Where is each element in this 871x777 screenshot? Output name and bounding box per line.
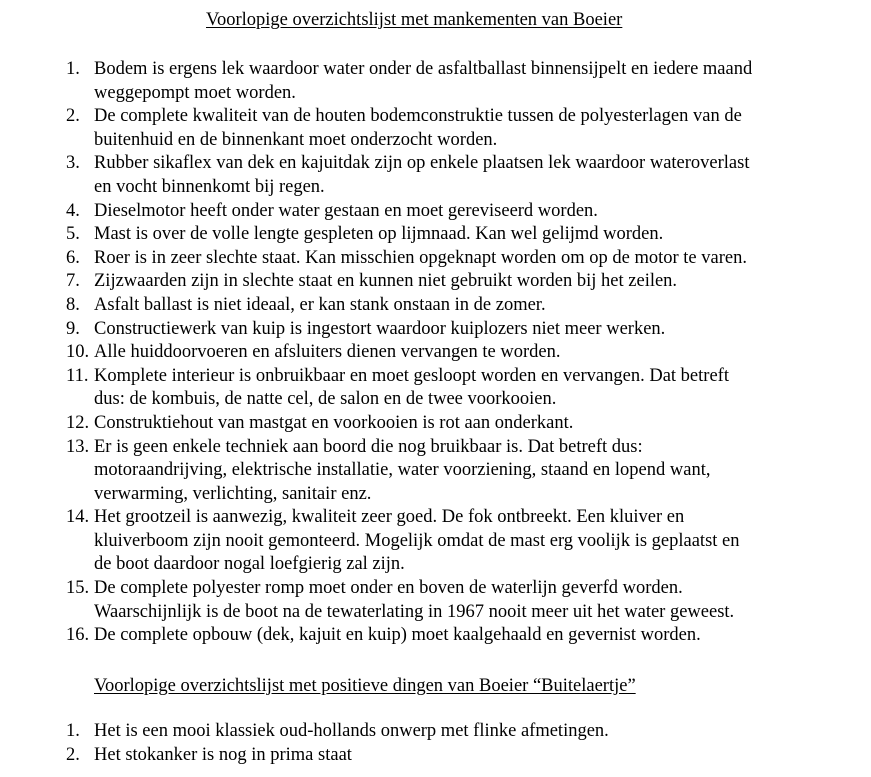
defect-item [66, 577, 856, 624]
list-number: 12. [66, 412, 90, 433]
list-number: 1. [66, 721, 80, 741]
list-text: Mast is over de volle lengte gespleten op lijmnaad. Kan wel gelijmd worden. [94, 224, 664, 245]
positive-item [66, 720, 856, 744]
list-text: Construktiehout van mastgat en voorkooien is rot aan onderkant. [94, 412, 574, 433]
list-text: Dieselmotor heeft onder water gestaan en moet gereviseerd worden. [94, 200, 598, 221]
list-number: 5. [66, 224, 80, 245]
list-number: 9. [66, 318, 80, 339]
list-number: 16. [66, 625, 90, 646]
defect-item [66, 105, 856, 152]
list-number: 10. [66, 342, 90, 363]
defect-item [66, 247, 856, 271]
defect-item [66, 270, 856, 294]
list-number: 14. [66, 507, 90, 528]
list-number: 7. [66, 271, 80, 292]
list-text: Komplete interieur is onbruikbaar en moet gesloopt worden en vervangen. Dat betreft dus: de kombuis, de natte cel, de salon en de twee voorkooien. [94, 365, 729, 410]
defects-heading: Voorlopige overzichtslijst met mankementen van Boeier [206, 10, 623, 30]
defect-item [66, 294, 856, 318]
list-text: De complete opbouw (dek, kajuit en kuip) moet kaalgehaald en gevernist worden. [94, 625, 701, 646]
defect-item [66, 436, 856, 507]
defect-item [66, 223, 856, 247]
list-number: 1. [66, 59, 80, 79]
defect-item [66, 200, 856, 224]
list-number: 8. [66, 294, 80, 315]
list-text: Bodem is ergens lek waardoor water onder de asfaltballast binnensijpelt en iedere maand weggepompt moet worden. [94, 59, 753, 103]
list-text: De complete polyester romp moet onder en boven de waterlijn geverfd worden. Waarschijnlijk is de boot na de tewaterlating in 1967 nooit meer uit het water geweest. [94, 578, 735, 622]
positive-item [66, 744, 856, 768]
list-text: Zijzwaarden zijn in slechte staat en kunnen niet gebruikt worden bij het zeilen. [94, 271, 678, 292]
list-number: 13. [66, 436, 90, 457]
list-text: Het grootzeil is aanwezig, kwaliteit zeer goed. De fok ontbreekt. Een kluiver en kluiverboom zijn nooit gemonteerd. Mogelijk omdat de mast erg voolijk is geplaatst en de boot daardoor nogal loefgierig zal zijn. [94, 507, 740, 575]
defect-item [66, 341, 856, 365]
list-text: Het stokanker is nog in prima staat [94, 744, 352, 765]
list-text: De complete kwaliteit van de houten bodemconstruktie tussen de polyesterlagen van de buitenhuid en de binnenkant moet onderzocht worden. [94, 106, 742, 150]
list-number: 2. [66, 106, 80, 127]
defect-item [66, 506, 856, 577]
list-text: Het is een mooi klassiek oud-hollands onwerp met flinke afmetingen. [94, 721, 609, 741]
defect-item [66, 58, 856, 105]
defect-item [66, 412, 856, 436]
list-number: 6. [66, 247, 80, 268]
list-text: Rubber sikaflex van dek en kajuitdak zijn op enkele plaatsen lek waardoor wateroverlast en vocht binnenkomt bij regen. [94, 153, 750, 197]
list-number: 2. [66, 744, 80, 765]
list-text: Alle huiddoorvoeren en afsluiters dienen vervangen te worden. [94, 342, 561, 363]
list-number: 11. [66, 365, 89, 386]
defects-list [66, 58, 856, 648]
defect-item [66, 318, 856, 342]
positives-heading: Voorlopige overzichtslijst met positieve dingen van Boeier “Buitelaertje” [94, 676, 636, 696]
defect-item [66, 624, 856, 648]
defect-item [66, 365, 856, 412]
list-number: 15. [66, 578, 90, 599]
defect-item [66, 152, 856, 199]
list-text: Asfalt ballast is niet ideaal, er kan stank onstaan in de zomer. [94, 294, 546, 315]
list-number: 3. [66, 153, 80, 174]
list-text: Roer is in zeer slechte staat. Kan misschien opgeknapt worden om op de motor te varen. [94, 247, 747, 268]
list-text: Constructiewerk van kuip is ingestort waardoor kuiplozers niet meer werken. [94, 318, 666, 339]
list-text: Er is geen enkele techniek aan boord die nog bruikbaar is. Dat betreft dus: motoraandrijving, elektrische installatie, water voorziening, staand en lopend want, verwarming, verlichting, sanitair enz. [94, 436, 711, 504]
positives-list [66, 720, 856, 767]
list-number: 4. [66, 200, 80, 221]
